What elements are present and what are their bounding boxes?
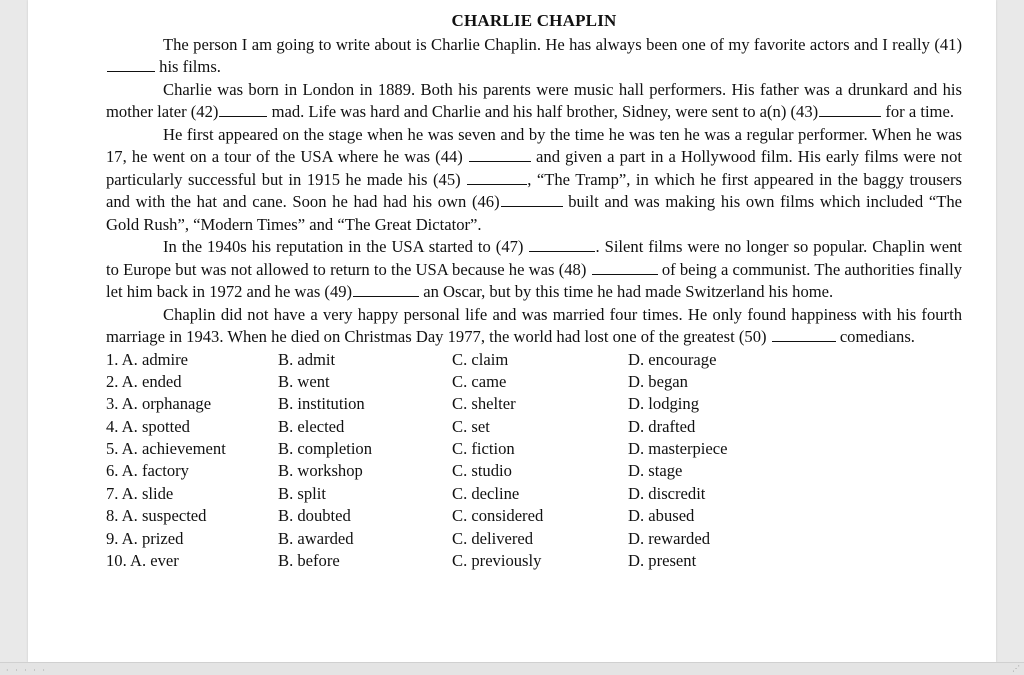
- option-d: D. rewarded: [628, 528, 711, 548]
- paragraph-text: He first appeared on the stage when he was seven and by the time he was ten he was a regular performer. When he was 17, he went on a tour of the USA where he was (44): [106, 124, 962, 166]
- option-c: C. claim: [452, 349, 509, 369]
- option-d: D. discredit: [628, 483, 706, 503]
- paragraph-text: built and was making his own films which included “The Gold Rush”, “Modern Times” and “The Great Dictator”.: [106, 192, 962, 234]
- option-d: D. stage: [628, 461, 683, 481]
- option-a: 9. A. prized: [106, 528, 184, 548]
- option-c: C. came: [452, 371, 507, 391]
- answer-blank: [467, 169, 527, 185]
- option-b: B. workshop: [278, 461, 363, 481]
- paragraph-4: [106, 236, 962, 304]
- option-a: 4. A. spotted: [106, 416, 190, 436]
- paragraph-text: Charlie was born in London in 1889. Both his parents were music hall performers. His father was a drunkard and his mother later (42): [106, 79, 962, 121]
- option-row: [106, 550, 962, 572]
- option-b: B. split: [278, 483, 326, 503]
- answer-blank: [819, 101, 881, 117]
- resize-grip-icon: ⋰: [1012, 664, 1020, 673]
- option-row: [106, 505, 962, 527]
- option-b: B. before: [278, 551, 340, 571]
- document-title: CHARLIE CHAPLIN: [451, 11, 617, 30]
- option-b: B. elected: [278, 416, 345, 436]
- paragraph-1: [106, 34, 962, 79]
- option-c: C. considered: [452, 506, 544, 526]
- option-a: 3. A. orphanage: [106, 394, 212, 414]
- answer-blank: [501, 191, 563, 207]
- document-content: [106, 10, 962, 572]
- option-a: 7. A. slide: [106, 483, 174, 503]
- option-row: [106, 371, 962, 393]
- option-row: [106, 438, 962, 460]
- paragraph-text: of being a communist. The authorities finally let him back in 1972 and he was (49): [106, 259, 962, 301]
- window-bottom-edge: [0, 662, 1024, 675]
- option-row: [106, 416, 962, 438]
- option-b: B. doubted: [278, 506, 351, 526]
- option-d: D. lodging: [628, 394, 699, 414]
- option-c: C. set: [452, 416, 490, 436]
- option-row: [106, 528, 962, 550]
- answer-blank: [772, 326, 836, 342]
- paragraph-2: [106, 79, 962, 124]
- option-a: 10. A. ever: [106, 551, 179, 571]
- option-b: B. awarded: [278, 528, 354, 548]
- option-a: 5. A. achievement: [106, 439, 226, 459]
- option-d: D. drafted: [628, 416, 696, 436]
- answer-blank: [592, 259, 658, 275]
- option-row: [106, 483, 962, 505]
- option-d: D. encourage: [628, 349, 717, 369]
- paragraph-text: his films.: [155, 57, 221, 76]
- option-a: 1. A. admire: [106, 349, 189, 369]
- option-row: [106, 460, 962, 482]
- paragraph-3: [106, 124, 962, 237]
- document-page: [28, 0, 996, 662]
- passage: [106, 34, 962, 349]
- option-d: D. began: [628, 371, 688, 391]
- option-a: 8. A. suspected: [106, 506, 207, 526]
- paragraph-text: In the 1940s his reputation in the USA started to (47): [163, 237, 529, 256]
- answer-blank: [107, 56, 155, 72]
- paragraph-5: [106, 304, 962, 349]
- option-c: C. delivered: [452, 528, 534, 548]
- answer-blank: [353, 281, 419, 297]
- option-row: [106, 349, 962, 371]
- option-d: D. abused: [628, 506, 695, 526]
- paragraph-text: an Oscar, but by this time he had made Switzerland his home.: [419, 282, 834, 301]
- paragraph-text: , “The Tramp”, in which he first appeared in the baggy trousers and with the hat and cane. Soon he had had his own (46): [106, 169, 962, 211]
- option-c: C. shelter: [452, 394, 516, 414]
- answer-blank: [529, 236, 595, 252]
- option-c: C. previously: [452, 551, 542, 571]
- paragraph-text: and given a part in a Hollywood film. His early films were not particularly successful but in 1915 he made his (45): [106, 147, 962, 189]
- option-b: B. went: [278, 371, 330, 391]
- paragraph-text: for a time.: [881, 102, 954, 121]
- answer-options-table: [106, 349, 962, 573]
- paragraph-text: Chaplin did not have a very happy personal life and was married four times. He only found happiness with his fourth marriage in 1943. When he died on Christmas Day 1977, the world had lost one of the greatest (50): [106, 304, 962, 346]
- option-d: D. present: [628, 551, 697, 571]
- option-row: [106, 393, 962, 415]
- option-a: 2. A. ended: [106, 371, 182, 391]
- option-d: D. masterpiece: [628, 439, 728, 459]
- option-c: C. fiction: [452, 439, 515, 459]
- paragraph-text: mad. Life was hard and Charlie and his half brother, Sidney, were sent to a(n) (43): [267, 102, 819, 121]
- option-b: B. institution: [278, 394, 365, 414]
- answer-blank: [219, 101, 267, 117]
- option-c: C. decline: [452, 483, 520, 503]
- option-b: B. admit: [278, 349, 336, 369]
- paragraph-text: . Silent films were no longer so popular. Chaplin went to Europe but was not allowed to return to the USA because he was (48): [106, 237, 962, 279]
- paragraph-text: comedians.: [835, 327, 915, 346]
- paragraph-text: The person I am going to write about is Charlie Chaplin. He has always been one of my favorite actors and I really (41): [163, 34, 962, 54]
- option-a: 6. A. factory: [106, 461, 189, 481]
- option-b: B. completion: [278, 439, 373, 459]
- answer-blank: [469, 146, 531, 162]
- status-dots-icon: · · · · ·: [6, 666, 47, 675]
- option-c: C. studio: [452, 461, 512, 481]
